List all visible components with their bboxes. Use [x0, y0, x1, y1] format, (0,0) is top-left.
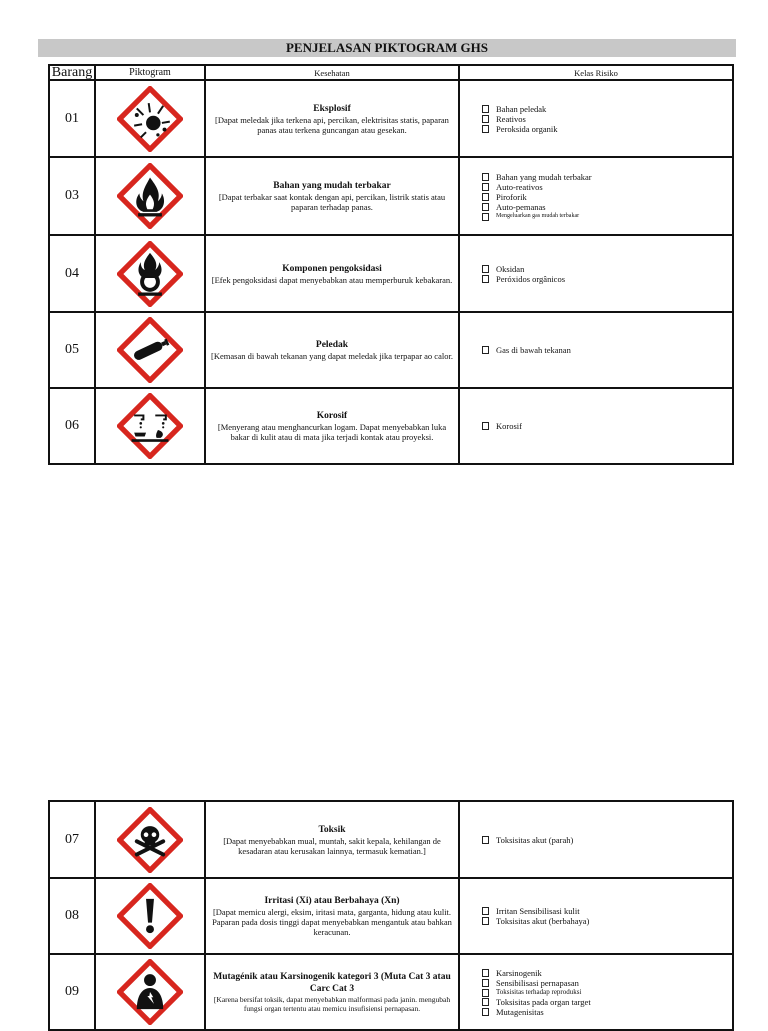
risk-item: Toksisitas terhadap reproduksi: [482, 988, 732, 997]
exclamation-icon: [117, 883, 183, 949]
health-cell: [205, 801, 459, 878]
hazard-name: Bahan yang mudah terbakar: [273, 181, 391, 191]
header-pictogram: Piktogram: [95, 65, 205, 80]
risk-item: Gas di bawah tekanan: [482, 345, 732, 355]
risk-item: Peroksida organik: [482, 124, 732, 134]
hazard-name: Peledak: [315, 340, 349, 350]
hazard-name: Korosif: [316, 411, 348, 421]
pictogram-cell: [95, 80, 205, 157]
risk-item: Peróxidos orgânicos: [482, 274, 732, 284]
oxidizer-icon: [117, 241, 183, 307]
hazard-name: Mutagénik atau Karsinogenik kategori 3 (Muta Cat 3 atau Carc Cat 3: [213, 972, 451, 994]
risk-item: Auto-reativos: [482, 182, 732, 192]
table-row: [49, 80, 733, 157]
risk-item: Piroforik: [482, 192, 732, 202]
hazard-description: [Efek pengoksidasi dapat menyebabkan atau memperburuk kebakaran.: [211, 274, 453, 285]
flame-icon: [117, 163, 183, 229]
table-row: [49, 878, 733, 954]
risk-list: [460, 968, 732, 1017]
risk-item: Mengeluarkan gas mudah terbakar: [482, 212, 732, 221]
header-num: Barang: [49, 65, 95, 80]
health-cell: [205, 954, 459, 1030]
explosive-icon: [117, 86, 183, 152]
risk-list: [460, 906, 732, 926]
table-row: [49, 312, 733, 388]
risk-cell: [459, 801, 733, 878]
risk-item: Sensibilisasi pernapasan: [482, 978, 732, 988]
row-number: 01: [49, 80, 95, 157]
hazard-description: [Dapat terbakar saat kontak dengan api, percikan, listrik statis atau paparan terhadap panas.: [218, 192, 446, 212]
risk-list: [460, 172, 732, 221]
risk-cell: [459, 878, 733, 954]
hazard-description: [Dapat menyebabkan mual, muntah, sakit kepala, kehilangan de kesadaran atau kerusakan lainnya, termasuk kematian.]: [223, 835, 441, 856]
table-row: [49, 235, 733, 312]
corrosive-icon: [117, 393, 183, 459]
risk-item: Bahan peledak: [482, 104, 732, 114]
risk-list: [460, 421, 732, 431]
health-cell: [205, 878, 459, 954]
row-number: 05: [49, 312, 95, 388]
table-row: [49, 388, 733, 464]
table-row: [49, 954, 733, 1030]
health-cell: [205, 157, 459, 235]
row-number: 07: [49, 801, 95, 878]
risk-item: Karsinogenik: [482, 968, 732, 978]
risk-cell: [459, 954, 733, 1030]
row-number: 03: [49, 157, 95, 235]
page-title: PENJELASAN PIKTOGRAM GHS: [38, 39, 736, 57]
risk-item: Auto-pemanas: [482, 202, 732, 212]
risk-item: Toksisitas akut (parah): [482, 835, 732, 845]
gas-cylinder-icon: [117, 317, 183, 383]
hazard-description: [Menyerang atau menghancurkan logam. Dapat menyebabkan luka bakar di kulit atau di mata jika terjadi kontak atau proyeksi.: [217, 422, 447, 442]
health-cell: [205, 80, 459, 157]
header-health: Kesehatan: [205, 65, 459, 80]
row-number: 09: [49, 954, 95, 1030]
hazard-name: Toksik: [318, 824, 346, 835]
risk-list: [460, 835, 732, 845]
hazard-name: Komponen pengoksidasi: [282, 263, 382, 274]
pictogram-cell: [95, 388, 205, 464]
risk-cell: [459, 235, 733, 312]
table-row: [49, 801, 733, 878]
risk-item: Mutagenisitas: [482, 1007, 732, 1017]
health-cell: [205, 388, 459, 464]
pictogram-cell: [95, 235, 205, 312]
ghs-table-bottom: [48, 800, 734, 1031]
risk-cell: [459, 312, 733, 388]
hazard-name: Eksplosif: [313, 103, 351, 114]
risk-cell: [459, 157, 733, 235]
hazard-description: [Kemasan di bawah tekanan yang dapat meledak jika terpapar ao calor.: [211, 351, 453, 361]
risk-cell: [459, 80, 733, 157]
hazard-description: [Dapat meledak jika terkena api, percikan, elektrisitas statis, paparan panas atau terkena guncangan atau gesekan.: [215, 114, 449, 135]
pictogram-cell: [95, 312, 205, 388]
risk-item: Irritan Sensibilisasi kulit: [482, 906, 732, 916]
risk-list: [460, 104, 732, 134]
risk-cell: [459, 388, 733, 464]
pictogram-cell: [95, 801, 205, 878]
table-row: [49, 157, 733, 235]
ghs-table-top: [48, 64, 734, 465]
risk-item: Toksisitas pada organ target: [482, 997, 732, 1007]
health-cell: [205, 312, 459, 388]
hazard-name: Irritasi (Xi) atau Berbahaya (Xn): [264, 896, 400, 906]
hazard-description: [Dapat memicu alergi, eksim, iritasi mata, garganta, hidung atau kulit. Paparan pada dosis tinggi dapat menyebabkan mengantuk atau bahkan keracunan.: [212, 907, 452, 937]
table-header-row: [49, 65, 733, 80]
risk-item: Toksisitas akut (berbahaya): [482, 916, 732, 926]
risk-item: Korosif: [482, 421, 732, 431]
hazard-description: [Karena bersifat toksik, dapat menyebabkan malformasi pada janin. mengubah fungsi organ tertentu atau memicu insufisiensi pernapasan.: [213, 995, 451, 1013]
risk-item: Bahan yang mudah terbakar: [482, 172, 732, 182]
header-risk: Kelas Risiko: [459, 65, 733, 80]
pictogram-cell: [95, 954, 205, 1030]
row-number: 08: [49, 878, 95, 954]
pictogram-cell: [95, 878, 205, 954]
risk-item: Reativos: [482, 114, 732, 124]
risk-item: Oksidan: [482, 264, 732, 274]
pictogram-cell: [95, 157, 205, 235]
row-number: 06: [49, 388, 95, 464]
risk-list: [460, 264, 732, 284]
health-cell: [205, 235, 459, 312]
risk-list: [460, 345, 732, 355]
row-number: 04: [49, 235, 95, 312]
skull-icon: [117, 807, 183, 873]
health-hazard-icon: [117, 959, 183, 1025]
